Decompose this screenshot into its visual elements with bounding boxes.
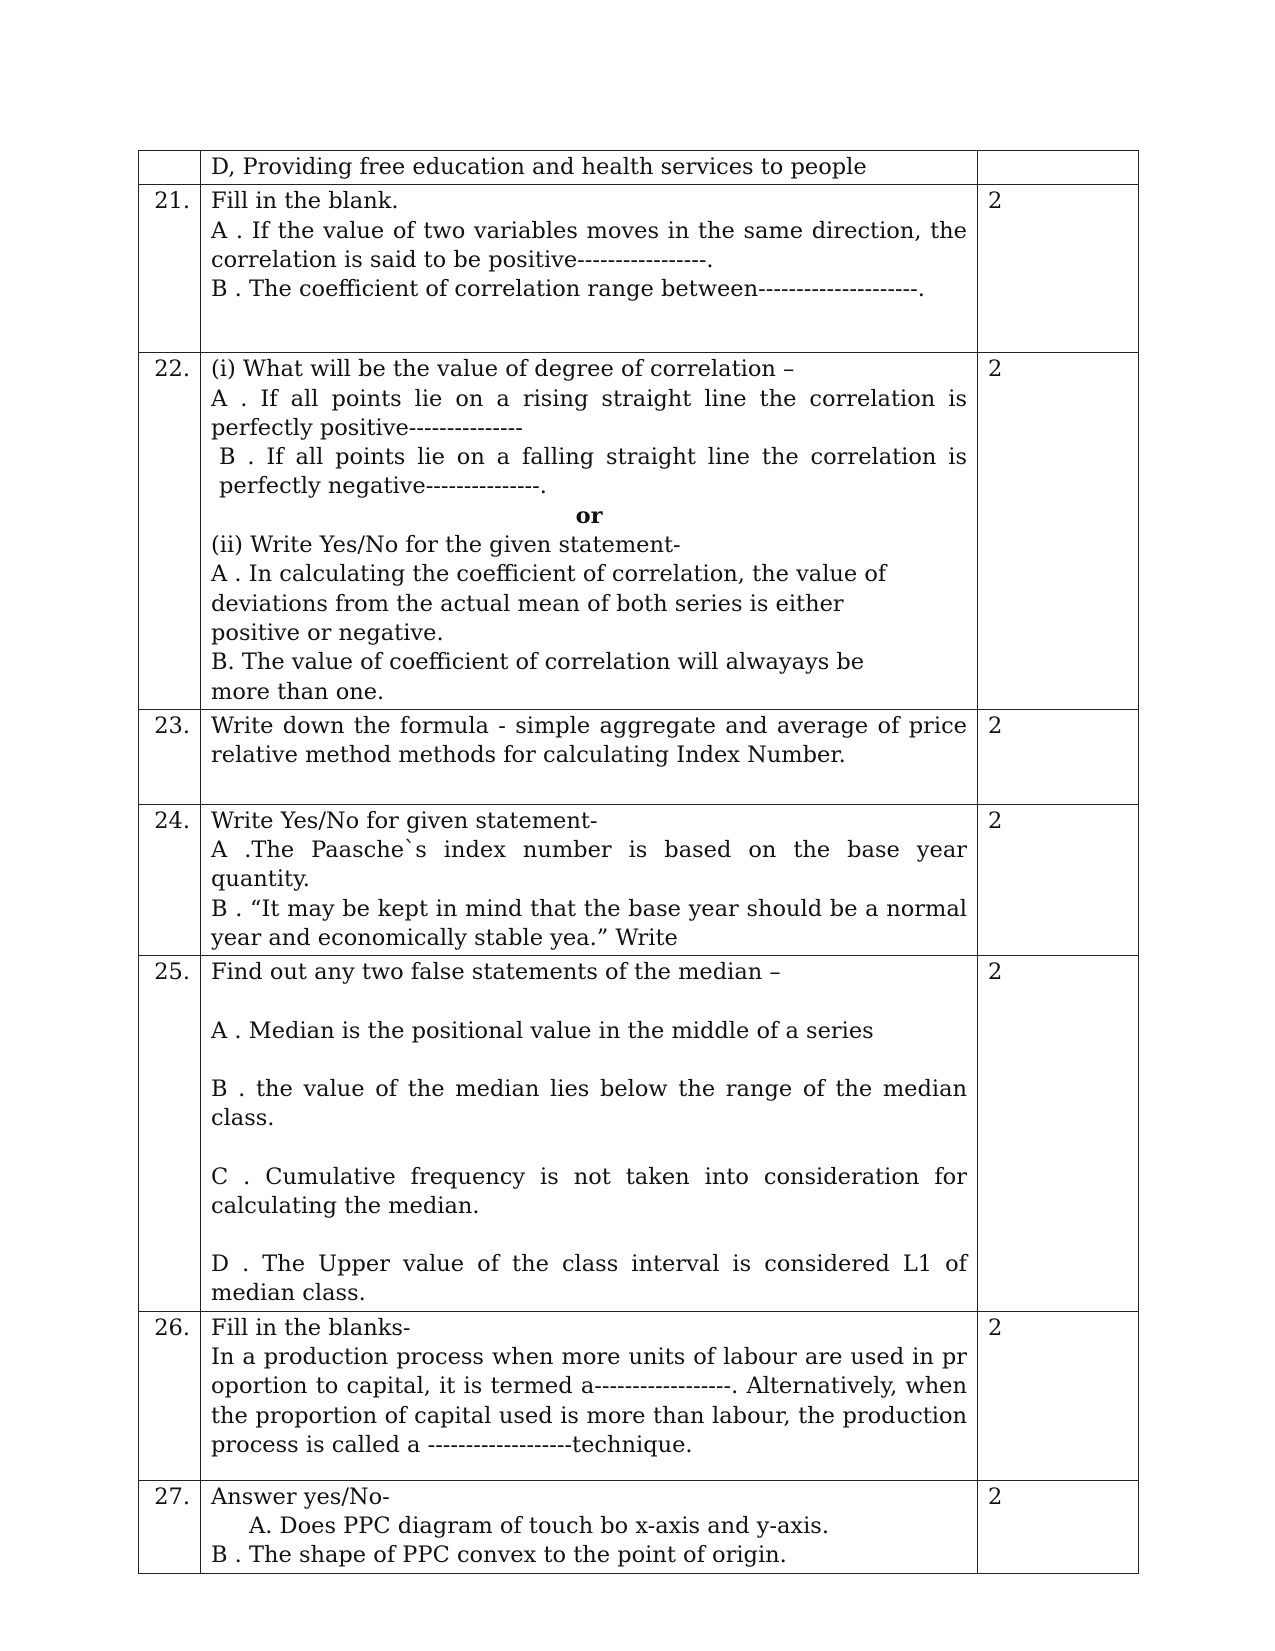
table-row [139, 353, 1139, 710]
table-row [139, 709, 1139, 804]
marks-cell [978, 151, 1139, 185]
marks-cell: 2 [978, 353, 1139, 710]
question-line: B . The coefficient of correlation range between---------------------. [211, 276, 925, 303]
question-text [201, 1480, 978, 1573]
table-row [139, 804, 1139, 955]
table-row [139, 956, 1139, 1311]
question-line: (i) What will be the value of degree of correlation – [211, 356, 795, 383]
question-number: 25. [139, 956, 201, 1311]
table-row [139, 1311, 1139, 1480]
question-text [201, 804, 978, 955]
marks-cell: 2 [978, 709, 1139, 804]
question-line: B . If all points lie on a falling straight line the correlation is perfectly negative---------------. [219, 444, 967, 500]
question-line: (ii) Write Yes/No for the given statement- [211, 532, 681, 559]
marks-cell: 2 [978, 804, 1139, 955]
question-text [201, 709, 978, 804]
question-number: 27. [139, 1480, 201, 1573]
marks-cell: 2 [978, 185, 1139, 353]
question-line: A . If the value of two variables moves in the same direction, the correlation is said to be positive-----------------. [211, 217, 967, 273]
question-text [201, 353, 978, 710]
table-row [139, 1480, 1139, 1573]
question-line: Write down the formula - simple aggregate and average of price relative method methods for calculating Index Number. [211, 712, 967, 769]
question-number: 21. [139, 185, 201, 353]
spacer [211, 1134, 967, 1163]
marks-cell: 2 [978, 1480, 1139, 1573]
question-line: D . The Upper value of the class interval is considered L1 of median class. [211, 1251, 967, 1307]
question-number [139, 151, 201, 185]
question-line: A. Does PPC diagram of touch bo x-axis and y-axis. [249, 1513, 829, 1540]
question-line: B . The shape of PPC convex to the point of origin. [211, 1542, 787, 1569]
question-text [201, 1311, 978, 1480]
question-table [138, 150, 1139, 1574]
spacer [211, 988, 967, 1017]
or-separator: or [575, 502, 603, 529]
question-number: 22. [139, 353, 201, 710]
question-line: A . Median is the positional value in the middle of a series [211, 1017, 874, 1044]
question-line: In a production process when more units of labour are used in proportion to capital, it is termed a------------------. Alternatively, when the proportion of capital used is more than labour, the production process is called a -------------------technique. [211, 1344, 967, 1458]
question-text [201, 151, 978, 185]
question-line: A .The Paasche`s index number is based on the base year quantity. [211, 837, 967, 893]
question-line: B. The value of coefficient of correlation will alwayays be more than one. [211, 649, 865, 705]
question-line: B . the value of the median lies below the range of the median class. [211, 1075, 967, 1132]
question-line: Write Yes/No for given statement- [211, 807, 598, 834]
question-number: 24. [139, 804, 201, 955]
question-line: B . “It may be kept in mind that the base year should be a normal year and economically stable yea.” Write [211, 895, 967, 952]
question-text [201, 185, 978, 353]
table-row [139, 185, 1139, 353]
question-line: D, Providing free education and health services to people [211, 154, 867, 180]
question-number: 26. [139, 1311, 201, 1480]
question-line: A . In calculating the coefficient of correlation, the value of deviations from the actual mean of both series is either positive or negative. [211, 561, 887, 646]
question-line: Fill in the blanks- [211, 1314, 411, 1341]
spacer [211, 1046, 967, 1075]
spacer [211, 1221, 967, 1250]
marks-cell: 2 [978, 1311, 1139, 1480]
question-line: Fill in the blank. [211, 188, 399, 215]
table-row [139, 151, 1139, 185]
question-line: Answer yes/No- [211, 1483, 390, 1510]
question-text [201, 956, 978, 1311]
question-line: C . Cumulative frequency is not taken into consideration for calculating the median. [211, 1163, 967, 1219]
question-number: 23. [139, 709, 201, 804]
question-line: Find out any two false statements of the median – [211, 959, 781, 986]
marks-cell: 2 [978, 956, 1139, 1311]
question-line: A . If all points lie on a rising straight line the correlation is perfectly positive--------------- [211, 385, 967, 441]
